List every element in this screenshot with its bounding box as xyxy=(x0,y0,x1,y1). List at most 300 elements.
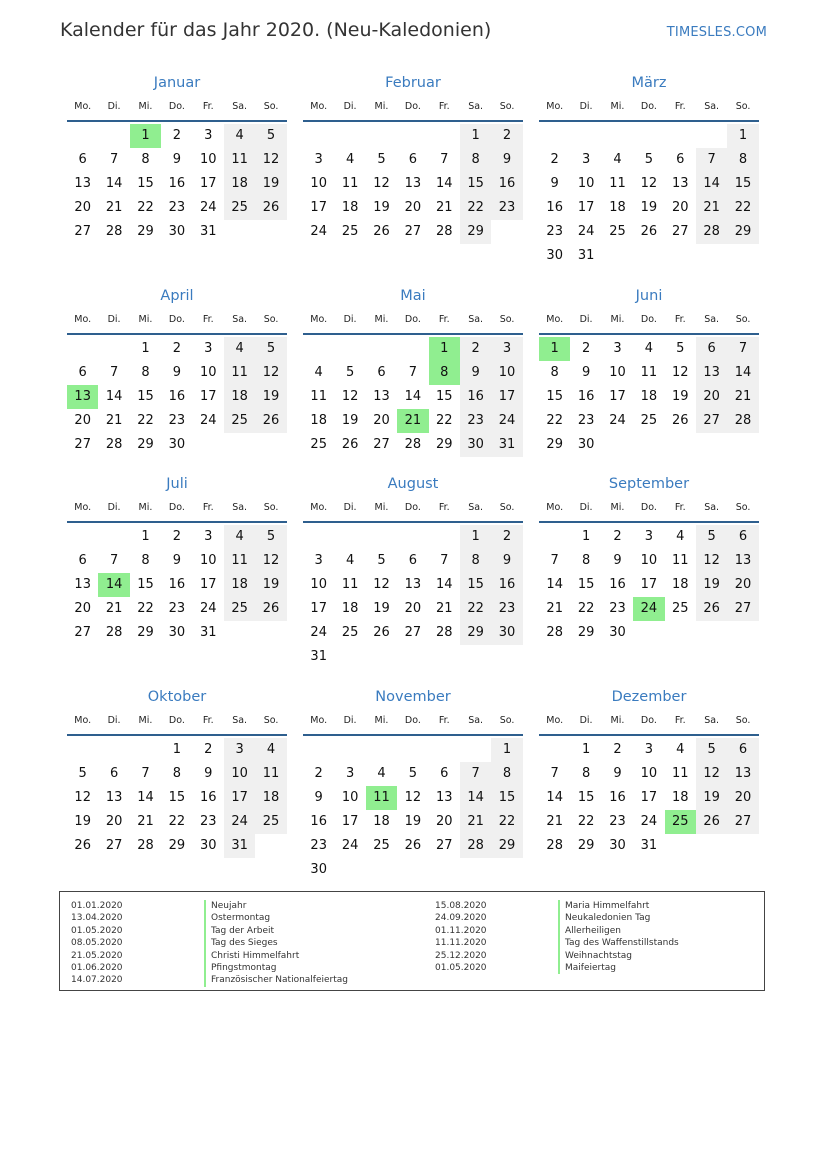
day-cell: 2 xyxy=(172,341,181,356)
day-cell: 12 xyxy=(373,577,390,592)
weekday-label: Fr. xyxy=(674,715,686,726)
empty-day-cell xyxy=(429,525,460,549)
month-name: Februar xyxy=(385,75,441,91)
day-cell: 28 xyxy=(105,437,123,452)
day-cell: 8 xyxy=(141,365,150,380)
empty-day-cell xyxy=(334,858,365,882)
day-cell: 29 xyxy=(137,437,154,452)
day-cell: 3 xyxy=(204,128,213,143)
day-cell: 8 xyxy=(491,762,522,786)
day-cell: 30 xyxy=(168,224,186,239)
day-cell: 8 xyxy=(460,549,491,573)
day-cell: 10 xyxy=(341,790,359,805)
month-name: Dezember xyxy=(611,689,687,705)
day-cell: 25 xyxy=(310,437,327,452)
empty-day-cell xyxy=(491,645,522,669)
day-cell: 8 xyxy=(727,148,758,172)
day-cell: 2 xyxy=(550,152,559,167)
day-cell: 14 xyxy=(105,389,123,404)
day-cell: 7 xyxy=(460,762,491,786)
header-rule xyxy=(67,120,287,122)
day-cell: 29 xyxy=(491,834,522,858)
weekday-header xyxy=(539,712,759,730)
day-cell: 17 xyxy=(640,577,658,592)
day-cell: 14 xyxy=(546,790,563,805)
header-rule xyxy=(67,734,287,736)
weekday-label: Di. xyxy=(107,715,121,726)
day-cell: 23 xyxy=(460,409,491,433)
empty-day-cell xyxy=(193,433,224,457)
week-row xyxy=(539,148,759,172)
weekday-label: Di. xyxy=(579,314,593,325)
weekday-label: Mi. xyxy=(610,101,625,112)
weekday-header xyxy=(303,98,523,116)
day-cell: 7 xyxy=(727,337,758,361)
day-cell: 20 xyxy=(74,200,91,215)
day-cell: 14 xyxy=(105,176,123,191)
day-cell: 29 xyxy=(577,838,595,853)
empty-day-cell xyxy=(224,433,255,457)
day-cell: 24 xyxy=(577,224,595,239)
weekday-label: So. xyxy=(499,715,515,726)
day-cell: 20 xyxy=(74,601,91,616)
holiday-name: Tag des Sieges xyxy=(204,937,348,949)
week-row xyxy=(303,645,523,669)
holiday-day-cell: 14 xyxy=(98,573,129,597)
day-cell: 27 xyxy=(696,409,727,433)
week-row xyxy=(539,385,759,409)
day-cell: 30 xyxy=(460,433,491,457)
holiday-dates-left xyxy=(71,900,123,987)
holiday-date: 01.11.2020 xyxy=(435,925,487,936)
day-cell: 24 xyxy=(310,625,327,640)
week-row xyxy=(67,409,287,433)
day-cell: 21 xyxy=(105,601,123,616)
day-cell: 21 xyxy=(546,601,563,616)
empty-day-cell xyxy=(429,738,460,762)
weekday-label: Mi. xyxy=(374,101,389,112)
day-cell: 6 xyxy=(377,365,386,380)
holiday-date: 25.12.2020 xyxy=(435,950,487,961)
month-februar xyxy=(303,73,523,244)
day-cell: 1 xyxy=(460,525,491,549)
holiday-name: Neukaledonien Tag xyxy=(558,912,679,924)
empty-day-cell xyxy=(665,124,696,148)
empty-day-cell xyxy=(602,433,633,457)
day-cell: 14 xyxy=(404,389,422,404)
day-cell: 20 xyxy=(671,200,689,215)
day-cell: 26 xyxy=(404,838,422,853)
day-cell: 27 xyxy=(727,810,758,834)
weekday-label: Di. xyxy=(343,502,357,513)
week-row xyxy=(67,124,287,148)
day-cell: 5 xyxy=(408,766,417,781)
header-rule xyxy=(539,734,759,736)
day-cell: 22 xyxy=(460,597,491,621)
empty-day-cell xyxy=(633,124,664,148)
day-cell: 5 xyxy=(78,766,87,781)
day-cell: 20 xyxy=(373,413,390,428)
day-cell: 15 xyxy=(460,172,491,196)
empty-day-cell xyxy=(67,525,98,549)
weekday-label: Mi. xyxy=(138,314,153,325)
day-cell: 5 xyxy=(377,553,386,568)
day-cell: 5 xyxy=(644,152,653,167)
day-cell: 11 xyxy=(341,176,359,191)
holiday-day-cell: 13 xyxy=(67,385,98,409)
day-cell: 22 xyxy=(491,810,522,834)
weekday-label: Di. xyxy=(343,314,357,325)
weekday-label: Mi. xyxy=(374,502,389,513)
day-cell: 23 xyxy=(199,814,217,829)
empty-day-cell xyxy=(696,124,727,148)
day-cell: 26 xyxy=(373,224,390,239)
empty-day-cell xyxy=(397,124,428,148)
day-cell: 18 xyxy=(341,200,359,215)
day-cell: 3 xyxy=(204,341,213,356)
day-cell: 25 xyxy=(341,224,359,239)
day-cell: 13 xyxy=(373,389,390,404)
empty-day-cell xyxy=(429,645,460,669)
day-cell: 7 xyxy=(550,553,559,568)
day-cell: 30 xyxy=(199,838,217,853)
day-cell: 17 xyxy=(310,601,327,616)
week-row xyxy=(539,621,759,645)
day-cell: 30 xyxy=(491,621,522,645)
day-cell: 29 xyxy=(137,625,154,640)
day-cell: 21 xyxy=(727,385,758,409)
day-cell: 16 xyxy=(460,385,491,409)
empty-day-cell xyxy=(366,738,397,762)
week-row xyxy=(303,172,523,196)
day-cell: 1 xyxy=(141,341,150,356)
week-row xyxy=(303,337,523,361)
month-name: April xyxy=(160,288,194,304)
empty-day-cell xyxy=(727,834,758,858)
day-cell: 15 xyxy=(491,786,522,810)
day-cell: 2 xyxy=(460,337,491,361)
day-cell: 28 xyxy=(727,409,758,433)
month-oktober xyxy=(67,687,287,858)
week-row xyxy=(539,786,759,810)
weekday-label: Mo. xyxy=(310,502,328,513)
day-cell: 3 xyxy=(204,529,213,544)
day-cell: 10 xyxy=(640,766,658,781)
day-cell: 25 xyxy=(255,810,286,834)
day-cell: 10 xyxy=(609,365,626,380)
week-row xyxy=(303,433,523,457)
weekday-label: Sa. xyxy=(704,101,720,112)
weekday-label: So. xyxy=(263,101,279,112)
day-cell: 23 xyxy=(609,814,626,829)
day-cell: 27 xyxy=(373,437,390,452)
weekday-label: Mi. xyxy=(138,715,153,726)
day-cell: 18 xyxy=(224,172,255,196)
day-cell: 19 xyxy=(696,573,727,597)
day-cell: 8 xyxy=(460,148,491,172)
month-september xyxy=(539,474,759,645)
empty-day-cell xyxy=(224,621,255,645)
weekday-label: Do. xyxy=(404,101,421,112)
day-cell: 3 xyxy=(613,341,622,356)
weekday-label: Di. xyxy=(107,502,121,513)
weekday-label: Mo. xyxy=(74,314,92,325)
day-cell: 5 xyxy=(345,365,355,380)
weekday-label: Mo. xyxy=(546,502,564,513)
weekday-label: Do. xyxy=(640,502,657,513)
empty-day-cell xyxy=(665,244,696,268)
weekday-label: Sa. xyxy=(468,715,484,726)
weekday-label: Fr. xyxy=(202,314,214,325)
day-cell: 30 xyxy=(609,625,626,640)
day-cell: 24 xyxy=(199,413,217,428)
weekday-label: So. xyxy=(735,715,751,726)
month-name: November xyxy=(375,689,451,705)
month-august xyxy=(303,474,523,669)
day-cell: 17 xyxy=(640,790,658,805)
week-row xyxy=(303,597,523,621)
day-cell: 1 xyxy=(581,529,591,544)
month-name: März xyxy=(631,75,667,91)
header-rule xyxy=(303,734,523,736)
day-cell: 30 xyxy=(168,437,186,452)
day-cell: 22 xyxy=(168,814,186,829)
brand-link[interactable]: TIMESLES.COM xyxy=(666,25,767,40)
holiday-date: 01.01.2020 xyxy=(71,901,123,911)
day-cell: 1 xyxy=(172,742,181,757)
day-cell: 18 xyxy=(640,389,658,404)
day-cell: 25 xyxy=(640,413,658,428)
holiday-name: Tag des Waffenstillstands xyxy=(558,937,679,949)
week-row xyxy=(303,786,523,810)
weekday-label: Mi. xyxy=(610,715,625,726)
day-cell: 29 xyxy=(168,838,186,853)
day-cell: 4 xyxy=(224,525,255,549)
day-cell: 21 xyxy=(460,810,491,834)
day-cell: 11 xyxy=(224,148,255,172)
day-cell: 19 xyxy=(696,786,727,810)
day-cell: 18 xyxy=(310,413,327,428)
day-cell: 9 xyxy=(581,365,591,380)
day-cell: 6 xyxy=(676,152,685,167)
day-cell: 29 xyxy=(546,437,563,452)
day-cell: 2 xyxy=(491,124,522,148)
week-row xyxy=(67,549,287,573)
week-row xyxy=(67,525,287,549)
day-cell: 26 xyxy=(255,597,286,621)
weekday-label: So. xyxy=(735,502,751,513)
day-cell: 27 xyxy=(671,224,689,239)
day-cell: 15 xyxy=(546,389,563,404)
empty-day-cell xyxy=(665,621,696,645)
day-cell: 23 xyxy=(168,413,186,428)
day-cell: 30 xyxy=(546,248,563,263)
day-cell: 13 xyxy=(74,176,91,191)
empty-day-cell xyxy=(366,858,397,882)
day-cell: 29 xyxy=(577,625,595,640)
day-cell: 25 xyxy=(341,625,359,640)
day-cell: 22 xyxy=(727,196,758,220)
holiday-list xyxy=(59,891,765,991)
day-cell: 18 xyxy=(609,200,626,215)
empty-day-cell xyxy=(570,124,601,148)
holiday-names-left xyxy=(204,900,348,987)
day-cell: 14 xyxy=(435,176,453,191)
day-cell: 3 xyxy=(644,529,653,544)
empty-day-cell xyxy=(727,621,758,645)
day-cell: 5 xyxy=(696,738,727,762)
day-cell: 27 xyxy=(74,224,91,239)
day-cell: 7 xyxy=(550,766,559,781)
weekday-label: Fr. xyxy=(674,502,686,513)
day-cell: 21 xyxy=(137,814,154,829)
empty-day-cell xyxy=(602,244,633,268)
day-cell: 26 xyxy=(341,437,359,452)
day-cell: 13 xyxy=(404,577,422,592)
day-cell: 10 xyxy=(491,361,522,385)
day-cell: 6 xyxy=(78,152,87,167)
day-cell: 3 xyxy=(491,337,522,361)
day-cell: 7 xyxy=(109,152,119,167)
weekday-label: Sa. xyxy=(232,314,248,325)
week-row xyxy=(539,810,759,834)
day-cell: 6 xyxy=(408,553,417,568)
day-cell: 29 xyxy=(435,437,453,452)
day-cell: 26 xyxy=(373,625,390,640)
day-cell: 18 xyxy=(341,601,359,616)
empty-day-cell xyxy=(334,124,365,148)
weekday-label: Sa. xyxy=(232,715,248,726)
week-row xyxy=(303,834,523,858)
day-cell: 8 xyxy=(141,553,150,568)
day-cell: 11 xyxy=(640,365,658,380)
day-cell: 14 xyxy=(435,577,453,592)
empty-day-cell xyxy=(303,337,334,361)
day-cell: 22 xyxy=(460,196,491,220)
week-row xyxy=(303,573,523,597)
weekday-label: Do. xyxy=(168,715,185,726)
empty-day-cell xyxy=(303,738,334,762)
day-cell: 21 xyxy=(435,200,453,215)
week-row xyxy=(303,525,523,549)
day-cell: 15 xyxy=(137,176,154,191)
day-cell: 17 xyxy=(224,786,255,810)
day-cell: 11 xyxy=(609,176,626,191)
week-row xyxy=(303,810,523,834)
weekday-header xyxy=(303,311,523,329)
week-row xyxy=(303,196,523,220)
week-row xyxy=(67,597,287,621)
day-cell: 3 xyxy=(314,152,323,167)
day-cell: 29 xyxy=(137,224,154,239)
day-cell: 18 xyxy=(224,573,255,597)
day-cell: 22 xyxy=(137,413,154,428)
day-cell: 7 xyxy=(109,365,119,380)
day-cell: 2 xyxy=(314,766,323,781)
day-cell: 16 xyxy=(577,389,595,404)
week-row xyxy=(303,220,523,244)
holiday-date: 24.09.2020 xyxy=(435,913,487,924)
day-cell: 5 xyxy=(377,152,386,167)
day-cell: 2 xyxy=(204,742,213,757)
day-cell: 23 xyxy=(168,200,186,215)
empty-day-cell xyxy=(397,337,428,361)
weekday-label: Fr. xyxy=(438,314,450,325)
weekday-label: Do. xyxy=(404,314,421,325)
day-cell: 24 xyxy=(640,814,658,829)
day-cell: 19 xyxy=(373,200,390,215)
week-row xyxy=(539,172,759,196)
week-row xyxy=(539,124,759,148)
day-cell: 20 xyxy=(727,786,758,810)
week-row xyxy=(303,124,523,148)
day-cell: 24 xyxy=(310,224,327,239)
day-cell: 3 xyxy=(314,553,323,568)
day-cell: 4 xyxy=(255,738,286,762)
weekday-header xyxy=(303,499,523,517)
day-cell: 29 xyxy=(460,220,491,244)
empty-day-cell xyxy=(429,124,460,148)
empty-day-cell xyxy=(366,124,397,148)
day-cell: 6 xyxy=(78,553,87,568)
day-cell: 1 xyxy=(460,124,491,148)
holiday-day-cell: 24 xyxy=(633,597,664,621)
day-cell: 26 xyxy=(74,838,91,853)
month-name: September xyxy=(608,476,690,492)
weekday-label: Di. xyxy=(107,314,121,325)
empty-day-cell xyxy=(696,621,727,645)
week-row xyxy=(539,361,759,385)
day-cell: 6 xyxy=(109,766,119,781)
empty-day-cell xyxy=(224,220,255,244)
weekday-label: So. xyxy=(499,314,515,325)
header-rule xyxy=(303,120,523,122)
weekday-label: Mi. xyxy=(374,314,389,325)
day-cell: 12 xyxy=(671,365,689,380)
day-cell: 24 xyxy=(609,413,626,428)
week-row xyxy=(539,196,759,220)
day-cell: 27 xyxy=(404,625,422,640)
empty-day-cell xyxy=(334,645,365,669)
day-cell: 14 xyxy=(727,361,758,385)
day-cell: 30 xyxy=(609,838,626,853)
day-cell: 20 xyxy=(404,200,422,215)
week-row xyxy=(303,361,523,385)
day-cell: 8 xyxy=(172,766,181,781)
day-cell: 15 xyxy=(577,577,595,592)
day-cell: 9 xyxy=(204,766,213,781)
weekday-label: Mo. xyxy=(74,715,92,726)
empty-day-cell xyxy=(255,433,286,457)
day-cell: 12 xyxy=(696,762,727,786)
holiday-date: 21.05.2020 xyxy=(71,950,123,961)
weekday-label: Sa. xyxy=(232,502,248,513)
week-row xyxy=(539,738,759,762)
day-cell: 14 xyxy=(460,786,491,810)
weekday-header xyxy=(67,712,287,730)
day-cell: 13 xyxy=(404,176,422,191)
day-cell: 3 xyxy=(224,738,255,762)
empty-day-cell xyxy=(303,124,334,148)
day-cell: 15 xyxy=(168,790,186,805)
weekday-label: Fr. xyxy=(438,715,450,726)
day-cell: 5 xyxy=(255,124,286,148)
holiday-day-cell: 21 xyxy=(397,409,428,433)
month-april xyxy=(67,286,287,457)
day-cell: 4 xyxy=(345,553,355,568)
day-cell: 28 xyxy=(435,625,453,640)
day-cell: 13 xyxy=(696,361,727,385)
